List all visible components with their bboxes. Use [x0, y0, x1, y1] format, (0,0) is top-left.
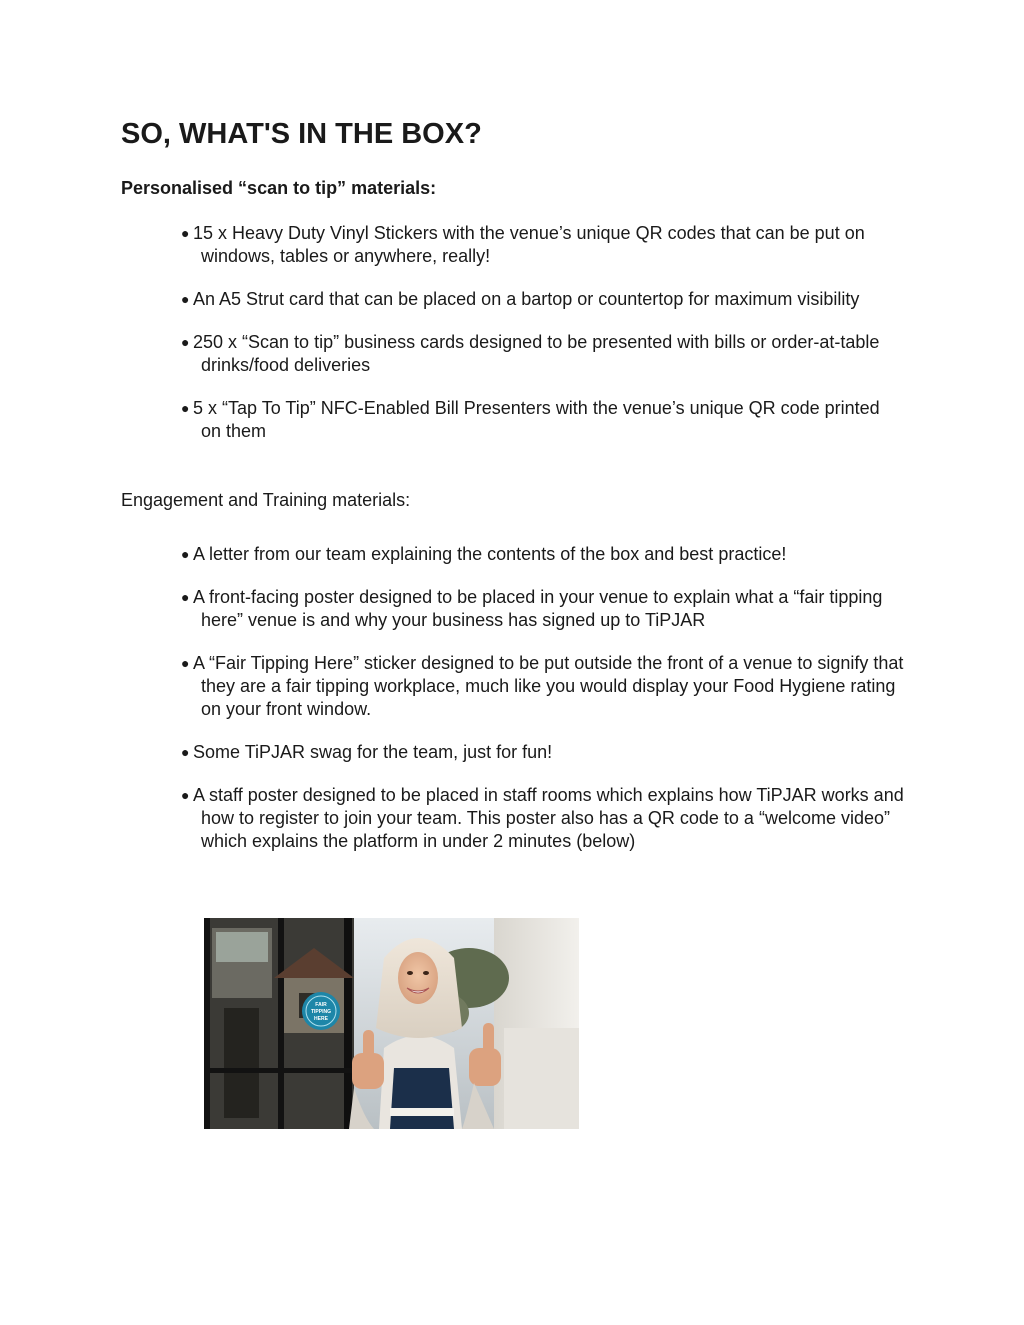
page-title: SO, WHAT'S IN THE BOX?	[121, 118, 482, 150]
list-item-text: Some TiPJAR swag for the team, just for fun!	[193, 742, 553, 762]
list-item-text: A front-facing poster designed to be placed in your venue to explain what a “fair tipping here” venue is and why your business has signed up to TiPJAR	[193, 587, 883, 630]
bullet-icon: ●	[181, 589, 190, 605]
list-item	[169, 784, 921, 853]
list-item	[169, 222, 901, 268]
scan-to-tip-list	[169, 222, 889, 463]
list-item-text: A “Fair Tipping Here” sticker designed to be put outside the front of a venue to signify that they are a fair tipping workplace, much like you would display your Food Hygiene rating on your front window.	[193, 653, 904, 719]
engagement-list	[169, 543, 904, 873]
bullet-icon: ●	[181, 655, 190, 671]
staff-thumbs-up-photo	[204, 918, 579, 1129]
list-item-text: A staff poster designed to be placed in staff rooms which explains how TiPJAR works and how to register to join your team. This poster also has a QR code to a “welcome video” which explains the platform in under 2 minutes (below)	[193, 785, 904, 851]
bullet-icon: ●	[181, 291, 190, 307]
list-item	[169, 652, 916, 721]
list-item-text: An A5 Strut card that can be placed on a bartop or countertop for maximum visibility	[193, 289, 860, 309]
bullet-icon: ●	[181, 744, 190, 760]
bullet-icon: ●	[181, 225, 190, 241]
list-item	[169, 331, 916, 377]
list-item	[169, 397, 886, 443]
list-item	[169, 741, 916, 764]
list-item-text: A letter from our team explaining the contents of the box and best practice!	[193, 544, 787, 564]
sticker-line-1: FAIR	[315, 1002, 327, 1008]
sticker-line-3: HERE	[314, 1016, 328, 1022]
bullet-icon: ●	[181, 334, 190, 350]
section-heading-engagement: Engagement and Training materials:	[121, 490, 411, 510]
list-item	[169, 586, 911, 632]
section-heading-scan-to-tip: Personalised “scan to tip” materials:	[121, 178, 437, 198]
list-item	[169, 288, 891, 311]
list-item-text: 5 x “Tap To Tip” NFC-Enabled Bill Presenters with the venue’s unique QR code printed on them	[193, 398, 880, 441]
list-item	[169, 543, 921, 566]
bullet-icon: ●	[181, 787, 190, 803]
bullet-icon: ●	[181, 546, 190, 562]
sticker-line-2: TIPPING	[310, 1009, 332, 1015]
list-item-text: 15 x Heavy Duty Vinyl Stickers with the venue’s unique QR codes that can be put on windows, tables or anywhere, really!	[193, 223, 865, 266]
bullet-icon: ●	[181, 400, 190, 416]
list-item-text: 250 x “Scan to tip” business cards designed to be presented with bills or order-at-table drinks/food deliveries	[193, 332, 880, 375]
